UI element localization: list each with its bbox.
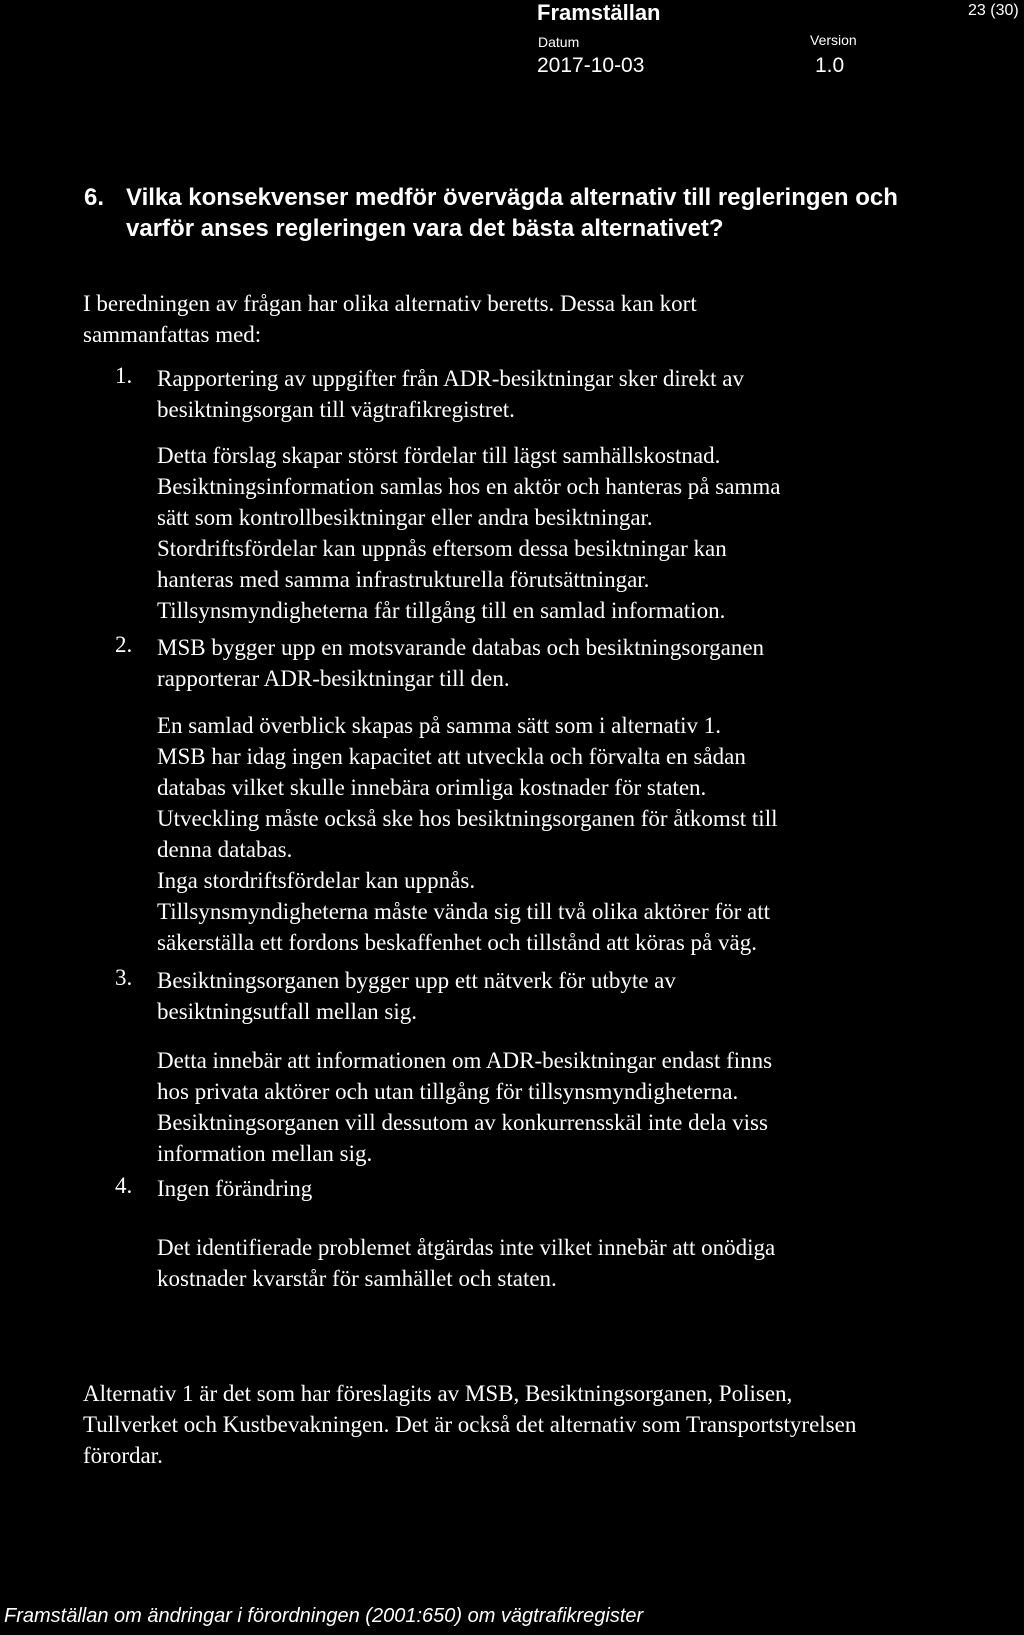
conclusion-paragraph: Alternativ 1 är det som har föreslagits av MSB, Besiktningsorganen, Polisen, Tullverket och Kustbevakningen. Det är också det alternativ som Transportstyrelsen förordar.: [83, 1381, 857, 1468]
version-value: 1.0: [815, 54, 845, 77]
date-value: 2017-10-03: [537, 54, 645, 77]
body-line: hos privata aktörer och utan tillgång för tillsynsmyndigheterna.: [157, 1079, 739, 1104]
intro-paragraph: I beredningen av frågan har olika alternativ beretts. Dessa kan kort sammanfattas med:: [83, 291, 697, 347]
body-line: En samlad överblick skapas på samma sätt som i alternativ 1.: [157, 713, 721, 738]
body-line: Stordriftsfördelar kan uppnås eftersom dessa besiktningar kan: [157, 536, 727, 561]
body-line: sätt som kontrollbesiktningar eller andra besiktningar.: [157, 505, 653, 530]
body-line: denna databas.: [157, 837, 293, 862]
body-line: kostnader kvarstår för samhället och staten.: [157, 1266, 557, 1291]
page-number: 23 (30): [968, 2, 1019, 19]
body-line: hanteras med samma infrastrukturella förutsättningar.: [157, 567, 650, 592]
date-label: Datum: [538, 34, 580, 50]
list-item-number: 3.: [115, 965, 133, 990]
list-item-title: MSB bygger upp en motsvarande databas och besiktningsorganen rapporterar ADR-besiktningar till den.: [157, 635, 765, 691]
body-line: MSB har idag ingen kapacitet att utveckla och förvalta en sådan: [157, 744, 746, 769]
section-heading: [84, 182, 934, 244]
body-line: Utveckling måste också ske hos besiktningsorganen för åtkomst till: [157, 806, 778, 831]
body-line: Det identifierade problemet åtgärdas inte vilket innebär att onödiga: [157, 1235, 776, 1260]
list-item-number: 4.: [115, 1173, 133, 1198]
list-item-body: [157, 1232, 775, 1294]
body-line: Detta förslag skapar störst fördelar till lägst samhällskostnad.: [157, 443, 721, 468]
page-footer: Framställan om ändringar i förordningen (2001:650) om vägtrafikregister: [4, 1605, 644, 1627]
body-line: Inga stordriftsfördelar kan uppnås.: [157, 868, 476, 893]
list-item-body: [157, 440, 780, 626]
list-item-title: Besiktningsorganen bygger upp ett nätverk för utbyte av besiktningsutfall mellan sig.: [157, 968, 676, 1024]
list-item-body: [157, 1045, 772, 1169]
list-item-title: Ingen förändring: [157, 1176, 313, 1201]
body-line: Tillsynsmyndigheterna får tillgång till en samlad information.: [157, 598, 726, 623]
section-heading-text: Vilka konsekvenser medför övervägda alternativ till regleringen och varför anses regleringen vara det bästa alternativet?: [126, 184, 898, 242]
document-title: Framställan: [537, 0, 661, 25]
version-label: Version: [810, 32, 857, 48]
body-line: Detta innebär att informationen om ADR-besiktningar endast finns: [157, 1048, 773, 1073]
list-item-body: [157, 710, 777, 958]
list-item-number: 1.: [115, 363, 133, 388]
body-line: säkerställa ett fordons beskaffenhet och tillstånd att köras på väg.: [157, 930, 757, 955]
body-line: databas vilket skulle innebära orimliga kostnader för staten.: [157, 775, 707, 800]
list-item-title: Rapportering av uppgifter från ADR-besiktningar sker direkt av besiktningsorgan till vägtrafikregistret.: [157, 366, 744, 422]
body-line: Tillsynsmyndigheterna måste vända sig till två olika aktörer för att: [157, 899, 771, 924]
list-item-number: 2.: [115, 632, 133, 657]
body-line: Besiktningsinformation samlas hos en aktör och hanteras på samma: [157, 474, 781, 499]
section-number: 6.: [84, 184, 105, 211]
body-line: Besiktningsorganen vill dessutom av konkurrensskäl inte dela viss: [157, 1110, 768, 1135]
body-line: information mellan sig.: [157, 1141, 373, 1166]
